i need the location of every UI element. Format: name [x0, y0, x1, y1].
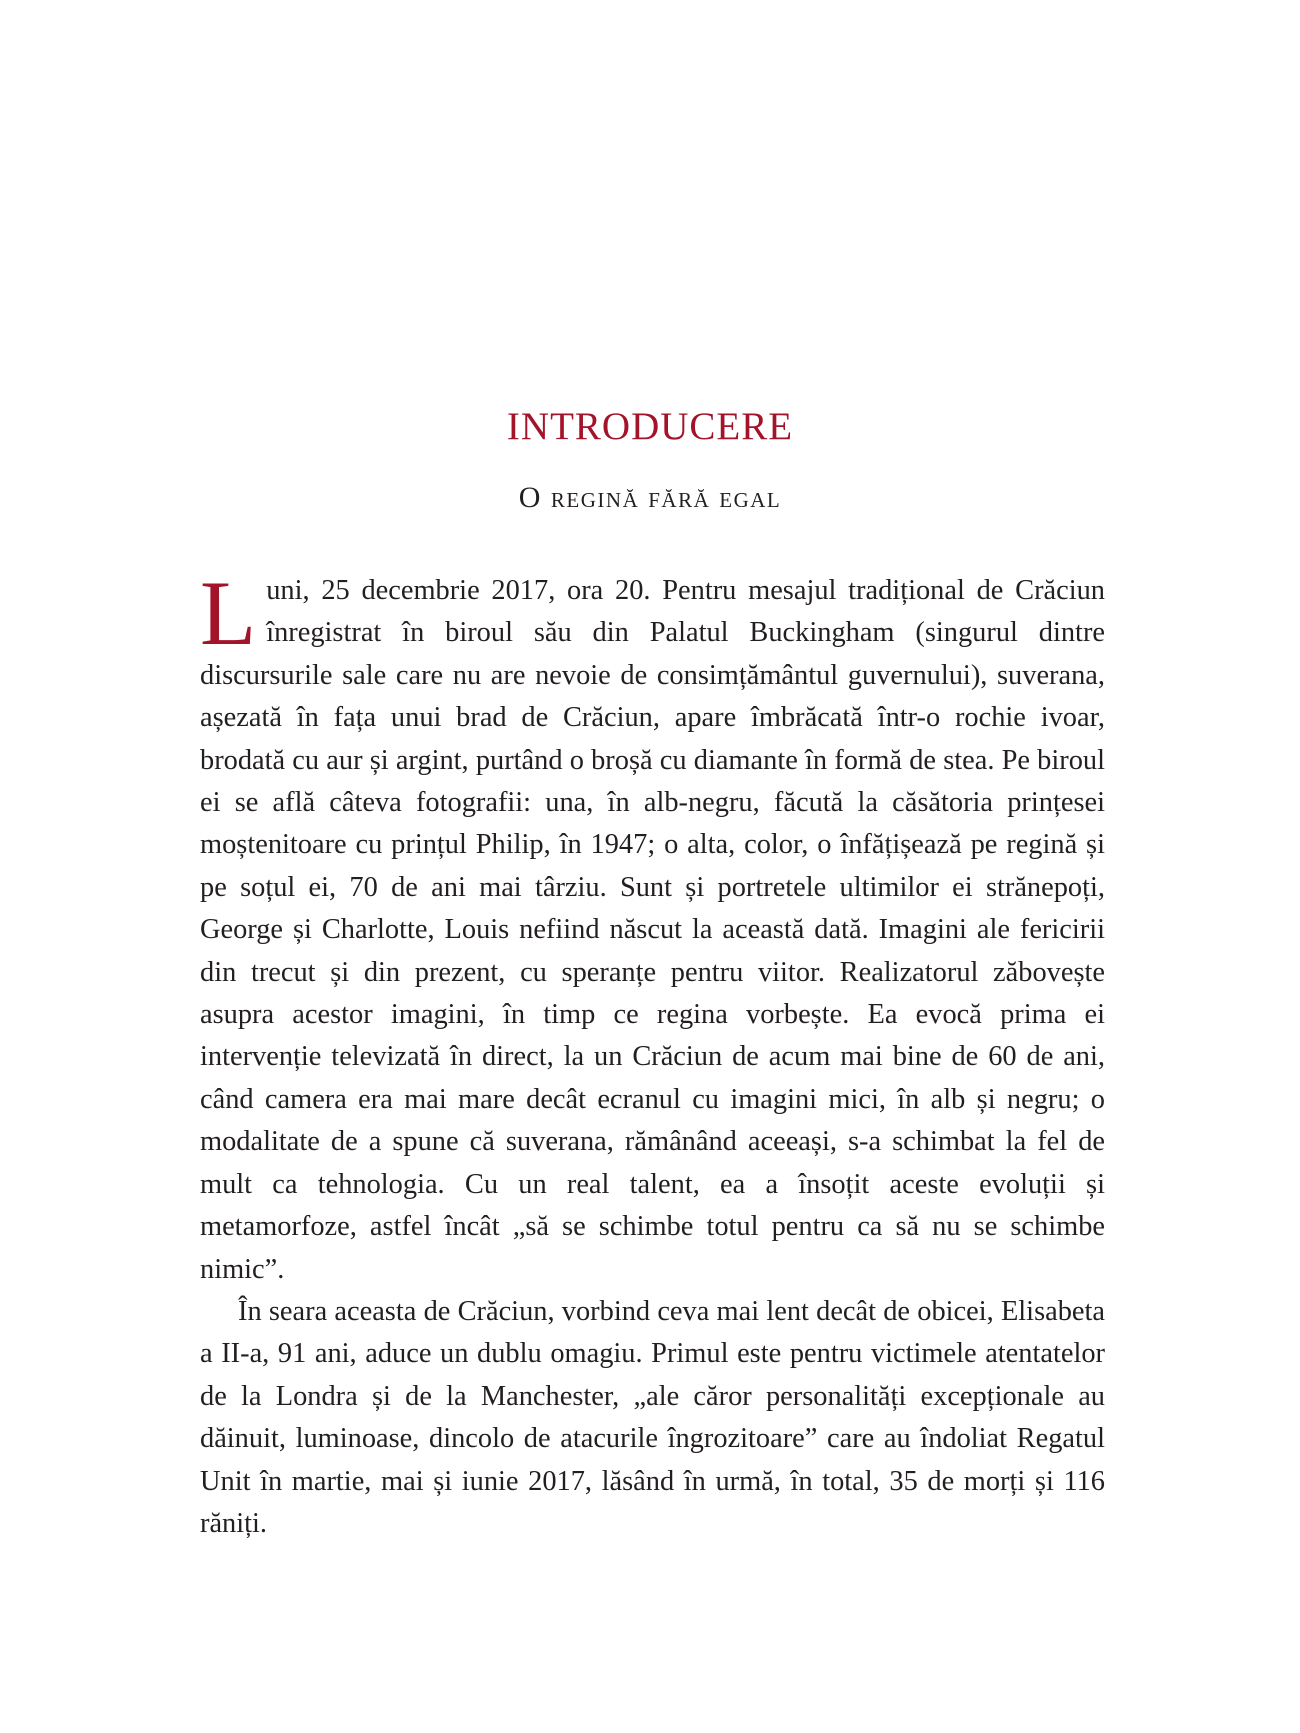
paragraph-1-text: uni, 25 decembrie 2017, ora 20. Pentru mesajul tradițional de Crăciun înregistrat în biroul său din Palatul Buckingham (singurul dintre discursurile sale care nu are nevoie de consimțământul guvernului), suverana, așezată în fața unui brad de Crăciun, apare îmbrăcată într-o rochie ivoar, brodată cu aur și argint, purtând o broșă cu diamante în formă de stea. Pe biroul ei se află câteva fotografii: una, în alb-negru, făcută la căsătoria prințesei moștenitoare cu prințul Philip, în 1947; o alta, color, o înfățișează pe regină și pe soțul ei, 70 de ani mai târziu. Sunt și portretele ultimilor ei strănepoți, George și Charlotte, Louis nefiind născut la această dată. Imagini ale fericirii din trecut și din prezent, cu speranțe pentru viitor. Realizatorul zăbovește asupra acestor imagini, în timp ce regina vorbește. Ea evocă prima ei intervenție televizată în direct, la un Crăciun de acum mai bine de 60 de ani, când camera era mai mare decât ecranul cu imagini mici, în alb și negru; o modalitate de a spune că suverana, rămânând aceeași, s-a schimbat la fel de mult ca tehnologia. Cu un real talent, ea a însoțit aceste evoluții și metamorfoze, astfel încât „să se schimbe totul pentru ca să nu se schimbe nimic”. — [200, 575, 1105, 1285]
body-text — [200, 562, 1105, 1545]
chapter-title: INTRODUCERE — [506, 405, 794, 448]
paragraph-2: În seara aceasta de Crăciun, vorbind ceva mai lent decât de obicei, Elisabeta a II-a, 91 ani, aduce un dublu omagiu. Primul este pentru victimele atentatelor de la Londra și de la Manchester, „ale căror personalități excepționale au dăinuit, luminoase, dincolo de atacurile îngrozitoare” care au îndoliat Regatul Unit în martie, mai și iunie 2017, lăsând în urmă, în total, 35 de morți și 116 răniți. — [200, 1295, 1105, 1539]
paragraph-1 — [200, 562, 1105, 1291]
drop-cap: L — [200, 562, 257, 664]
chapter-subtitle: O regină fără egal — [518, 481, 782, 514]
